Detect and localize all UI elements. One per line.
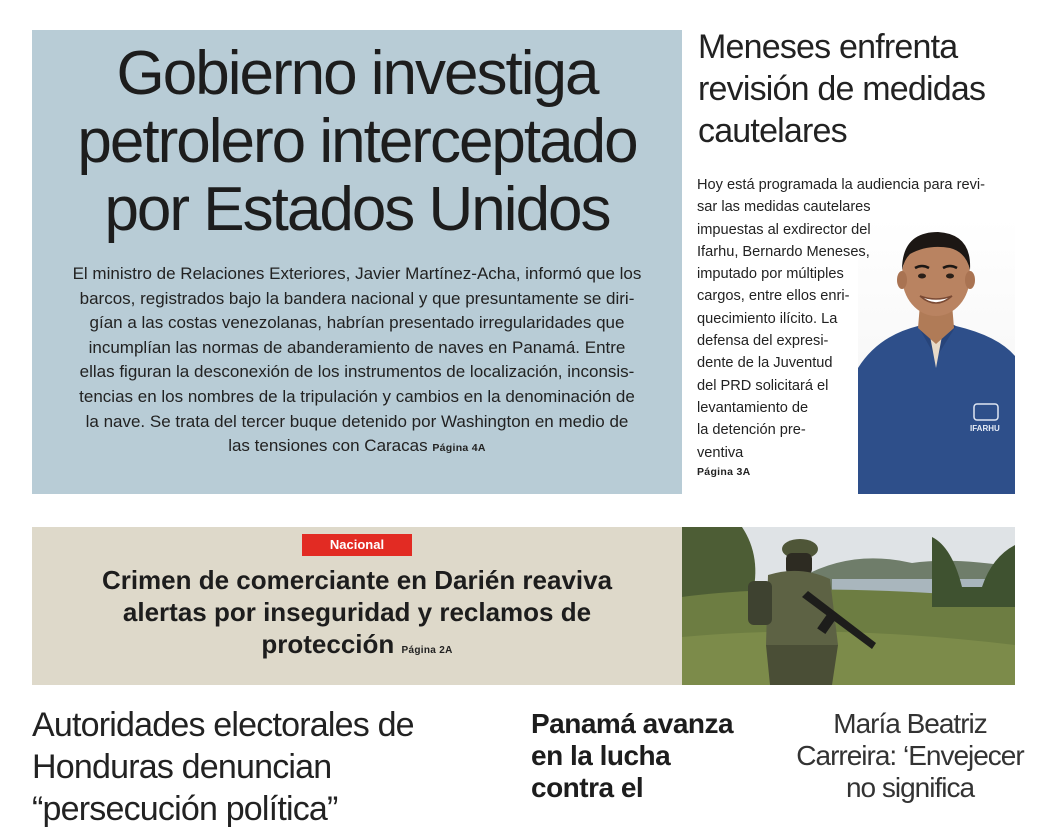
panama-headline-line: Panamá avanza bbox=[531, 708, 734, 739]
lead-body-text bbox=[46, 262, 668, 461]
meneses-headline-line: Meneses enfrenta bbox=[698, 28, 958, 66]
lead-body-line: tencias en los nombres de la tripulación y cambios en la denominación de bbox=[79, 386, 635, 406]
lead-body-line: la nave. Se trata del tercer buque detenido por Washington en medio de bbox=[85, 411, 629, 431]
meneses-body-line: quecimiento ilícito. La bbox=[697, 310, 838, 327]
meneses-headline-line: cautelares bbox=[698, 112, 847, 150]
section-tag-nacional[interactable]: Nacional bbox=[302, 534, 412, 556]
lead-body-line: El ministro de Relaciones Exteriores, Javier Martínez-Acha, informó que los bbox=[72, 264, 642, 283]
meneses-body-line: del PRD solicitará el bbox=[697, 377, 829, 394]
maria-headline[interactable] bbox=[780, 708, 1040, 804]
meneses-body-line: dente de la Juventud bbox=[697, 355, 833, 372]
lead-body-line: incumplían las normas de abanderamiento de naves en Panamá. Entre bbox=[88, 337, 626, 357]
ifarhu-shirt-logo: IFARHU bbox=[970, 424, 1000, 433]
darien-headline-line: alertas por inseguridad y reclamos de bbox=[122, 597, 592, 627]
lead-page-ref[interactable]: Página 4A bbox=[432, 442, 486, 455]
lead-headline-line: por Estados Unidos bbox=[104, 175, 610, 244]
meneses-body-line: impuestas al exdirector del bbox=[697, 221, 871, 238]
lead-story-box bbox=[32, 30, 682, 494]
meneses-body-line: levantamiento de bbox=[697, 399, 809, 416]
darien-headline[interactable] bbox=[40, 564, 674, 667]
meneses-body-line: ventiva bbox=[697, 444, 744, 461]
panama-headline-line: contra el bbox=[531, 772, 644, 803]
meneses-body-line: Hoy está programada la audiencia para revi- bbox=[697, 177, 985, 193]
meneses-body-line: la detención pre- bbox=[697, 422, 806, 439]
meneses-body-line: cargos, entre ellos enri- bbox=[697, 288, 850, 305]
lead-headline-line: Gobierno investiga bbox=[116, 39, 598, 108]
meneses-headline[interactable] bbox=[698, 26, 1018, 152]
lead-body-line: gían a las costas venezolanas, habrían presentado irregularidades que bbox=[89, 313, 625, 333]
honduras-headline-line: Honduras denuncian bbox=[32, 748, 332, 786]
meneses-page-ref[interactable]: Página 3A bbox=[697, 466, 751, 478]
lead-headline[interactable] bbox=[32, 40, 682, 244]
soldier-landscape-illustration bbox=[682, 527, 1015, 685]
lead-body-line: barcos, registrados bajo la bandera nacional y que presuntamente se diri- bbox=[79, 288, 635, 308]
meneses-body-line: imputado por múltiples bbox=[697, 266, 844, 283]
meneses-body-line: defensa del expresi- bbox=[697, 333, 829, 350]
lead-body-line: las tensiones con Caracas bbox=[228, 436, 428, 456]
meneses-body-line: sar las medidas cautelares bbox=[697, 199, 871, 216]
darien-headline-line: Crimen de comerciante en Darién reaviva bbox=[101, 565, 613, 595]
lead-body-line: ellas figuran la desconexión de los instrumentos de localización, inconsis- bbox=[79, 362, 635, 382]
honduras-headline[interactable] bbox=[32, 704, 502, 830]
darien-photo[interactable] bbox=[682, 527, 1015, 685]
maria-headline-line: no significa bbox=[845, 772, 975, 803]
panama-headline[interactable] bbox=[531, 708, 771, 804]
darien-headline-line: protección bbox=[261, 629, 395, 659]
honduras-headline-line: “persecución política” bbox=[32, 790, 338, 828]
darien-page-ref[interactable]: Página 2A bbox=[401, 645, 453, 656]
maria-headline-line: Carreira: ‘Envejecer bbox=[796, 740, 1024, 771]
lead-headline-line: petrolero interceptado bbox=[77, 107, 637, 176]
honduras-headline-line: Autoridades electorales de bbox=[32, 706, 414, 744]
meneses-body-text bbox=[697, 174, 1017, 464]
meneses-body-line: Ifarhu, Bernardo Meneses, bbox=[697, 243, 870, 260]
meneses-headline-line: revisión de medidas bbox=[698, 70, 986, 108]
maria-headline-line: María Beatriz bbox=[833, 708, 987, 739]
panama-headline-line: en la lucha bbox=[531, 740, 671, 771]
